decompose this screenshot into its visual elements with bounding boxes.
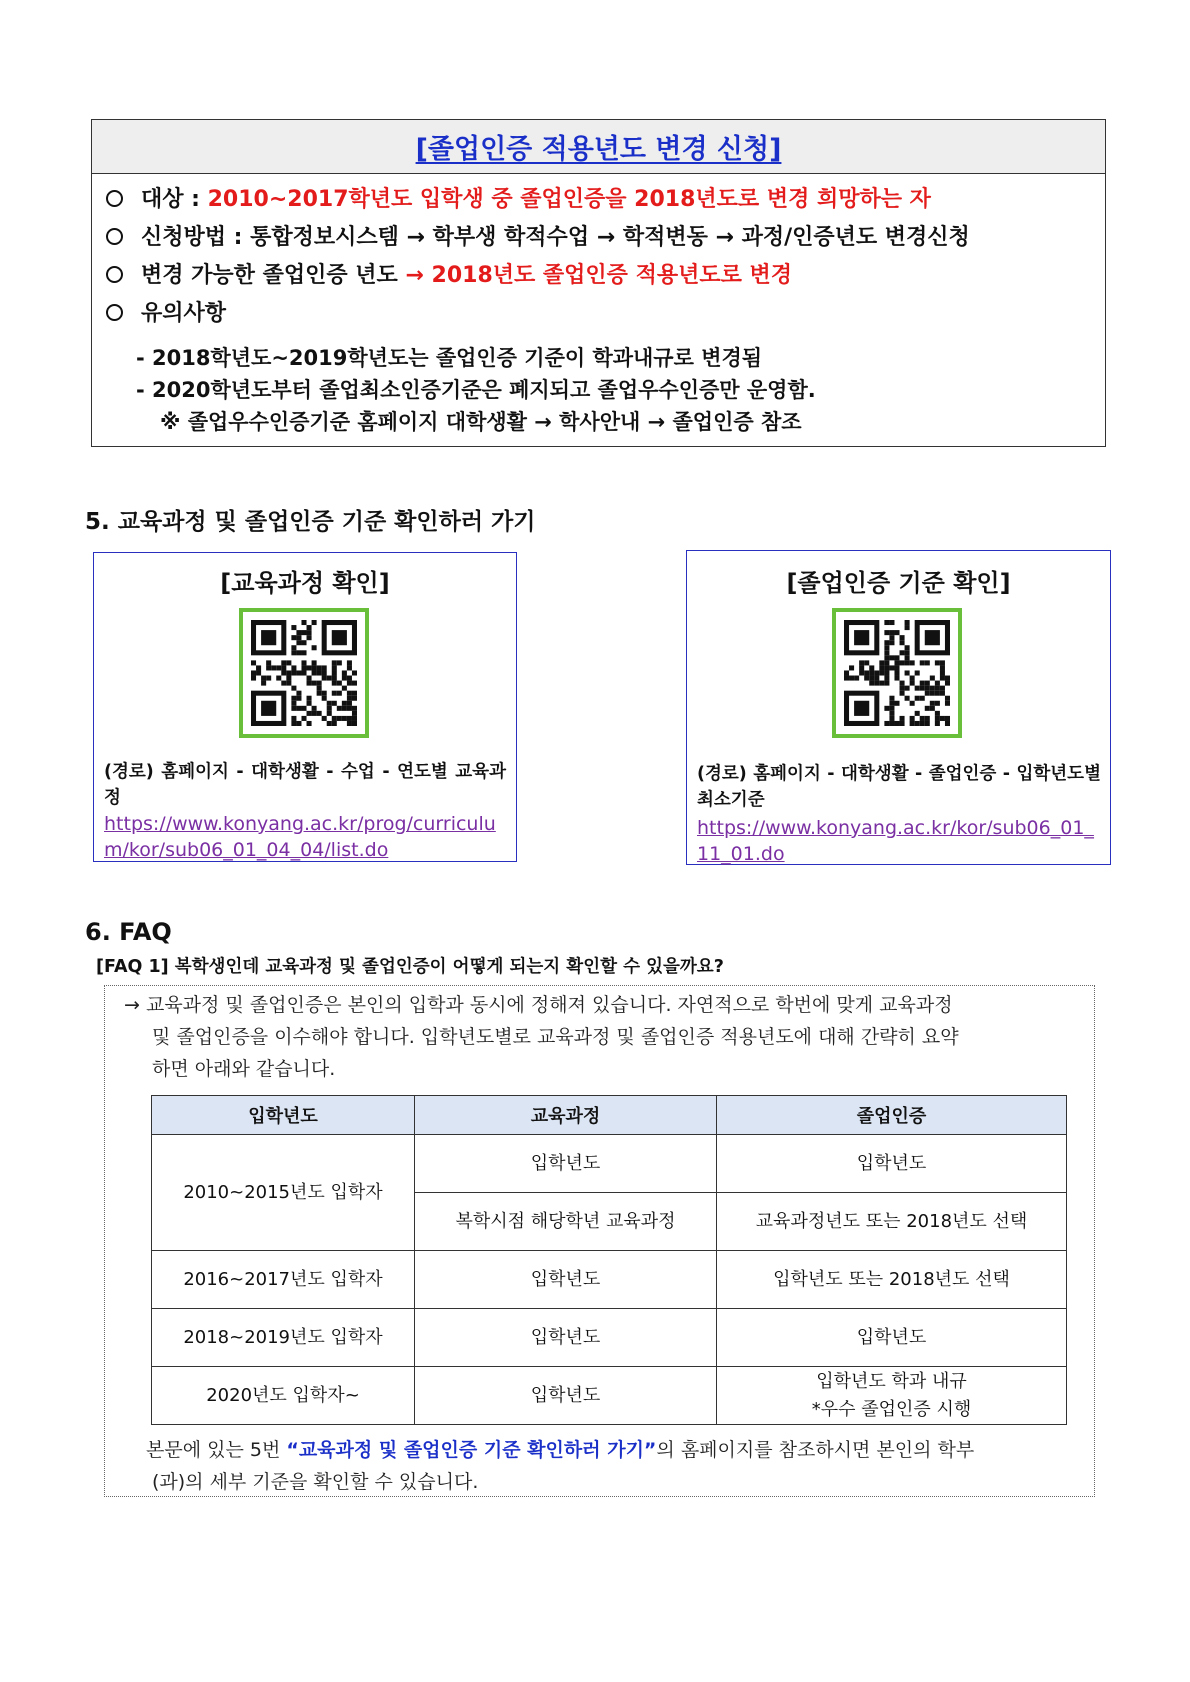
col-header-curriculum: 교육과정 — [415, 1096, 717, 1135]
section-5-heading: 5. 교육과정 및 졸업인증 기준 확인하러 가기 — [85, 509, 536, 535]
col-header-year: 입학년도 — [152, 1096, 415, 1135]
qr-code-icon[interactable] — [832, 608, 962, 738]
item-highlight: → 2018년도 졸업인증 적용년도로 변경 — [405, 263, 792, 288]
curriculum-cell: 복학시점 해당학년 교육과정 — [415, 1193, 717, 1251]
cert-line: 입학년도 학과 내규 — [816, 1370, 967, 1392]
admission-year-table — [151, 1095, 1067, 1425]
certification-cell — [717, 1367, 1067, 1425]
circle-bullet-icon — [106, 304, 123, 321]
answer-line: → 교육과정 및 졸업인증은 본인의 입학과 동시에 정해져 있습니다. 자연적으로 학번에 맞게 교육과정 — [124, 994, 953, 1016]
curriculum-cell: 입학년도 — [415, 1251, 717, 1309]
year-cell: 2018~2019년도 입학자 — [152, 1309, 415, 1367]
box-title: [졸업인증 적용년도 변경 신청] — [415, 134, 782, 165]
section-6-heading: 6. FAQ — [85, 918, 172, 946]
table-row — [152, 1251, 1067, 1309]
answer-line: 및 졸업인증을 이수해야 합니다. 입학년도별로 교육과정 및 졸업인증 적용년도에 대해 간략히 요약 — [152, 1026, 959, 1048]
note-line: - 2020학년도부터 졸업최소인증기준은 폐지되고 졸업우수인증만 운영함. — [136, 378, 816, 402]
qr-code-graphic — [251, 620, 357, 726]
curriculum-cell: 입학년도 — [415, 1135, 717, 1193]
footer-quote: “교육과정 및 졸업인증 기준 확인하러 가기” — [286, 1439, 657, 1461]
cert-line: *우수 졸업인증 시행 — [811, 1398, 972, 1420]
qr-card-title: [졸업인증 기준 확인] — [786, 569, 1011, 597]
year-cell: 2020년도 입학자~ — [152, 1367, 415, 1425]
note-line: - 2018학년도~2019학년도는 졸업인증 기준이 학과내규로 변경됨 — [136, 346, 763, 370]
item-highlight: 2010~2017학년도 입학생 중 졸업인증을 2018년도로 변경 희망하는 자 — [207, 187, 931, 212]
circle-bullet-icon — [106, 228, 123, 245]
footer-line — [146, 1435, 974, 1462]
item-label: 대상 : — [141, 187, 208, 212]
item-target — [104, 182, 931, 213]
item-label: 변경 가능한 졸업인증 년도 — [141, 263, 406, 288]
item-changeable-year — [104, 258, 792, 289]
certification-cell: 교육과정년도 또는 2018년도 선택 — [717, 1193, 1067, 1251]
certification-cell: 입학년도 — [717, 1135, 1067, 1193]
qr-code-graphic — [844, 620, 950, 726]
box-header — [92, 120, 1105, 174]
year-cell: 2016~2017년도 입학자 — [152, 1251, 415, 1309]
col-header-certification: 졸업인증 — [717, 1096, 1067, 1135]
graduation-cert-qr-card — [686, 550, 1111, 865]
qr-path-text: (경로) 홈페이지 - 대학생활 - 수업 - 연도별 교육과정 — [104, 762, 506, 808]
footer-prefix: 본문에 있는 5번 — [146, 1439, 287, 1461]
table-header-row — [152, 1096, 1067, 1135]
footer-line: (과)의 세부 기준을 확인할 수 있습니다. — [152, 1471, 479, 1493]
footer-suffix: 의 홈페이지를 참조하시면 본인의 학부 — [656, 1439, 975, 1461]
answer-line: 하면 아래와 같습니다. — [152, 1058, 336, 1080]
item-text: 유의사항 — [141, 301, 227, 326]
item-text: 신청방법 : 통합정보시스템 → 학부생 학적수업 → 학적변동 → 과정/인증년도 변경신청 — [141, 225, 970, 250]
qr-card-title: [교육과정 확인] — [220, 569, 390, 597]
circle-bullet-icon — [106, 266, 123, 283]
curriculum-cell: 입학년도 — [415, 1309, 717, 1367]
certification-cell: 입학년도 또는 2018년도 선택 — [717, 1251, 1067, 1309]
table-row — [152, 1135, 1067, 1193]
item-notes-heading — [104, 296, 226, 327]
note-reference: ※ 졸업우수인증기준 홈페이지 대학생활 → 학사안내 → 졸업인증 참조 — [160, 410, 802, 434]
item-method — [104, 220, 970, 251]
curriculum-qr-card — [93, 552, 517, 862]
qr-path-text: (경로) 홈페이지 - 대학생활 - 졸업인증 - 입학년도별 최소기준 — [697, 764, 1101, 810]
curriculum-link[interactable]: https://www.konyang.ac.kr/prog/curriculum/kor/sub06_01_04_04/list.do — [104, 813, 496, 861]
table-row — [152, 1367, 1067, 1425]
faq-1-question: [FAQ 1] 복학생인데 교육과정 및 졸업인증이 어떻게 되는지 확인할 수 있을까요? — [96, 957, 724, 977]
circle-bullet-icon — [106, 190, 123, 207]
certification-cell: 입학년도 — [717, 1309, 1067, 1367]
year-cell: 2010~2015년도 입학자 — [152, 1135, 415, 1251]
graduation-cert-link[interactable]: https://www.konyang.ac.kr/kor/sub06_01_11_01.do — [697, 817, 1094, 865]
graduation-cert-change-box — [91, 119, 1106, 447]
qr-code-icon[interactable] — [239, 608, 369, 738]
table-row — [152, 1309, 1067, 1367]
curriculum-cell: 입학년도 — [415, 1367, 717, 1425]
